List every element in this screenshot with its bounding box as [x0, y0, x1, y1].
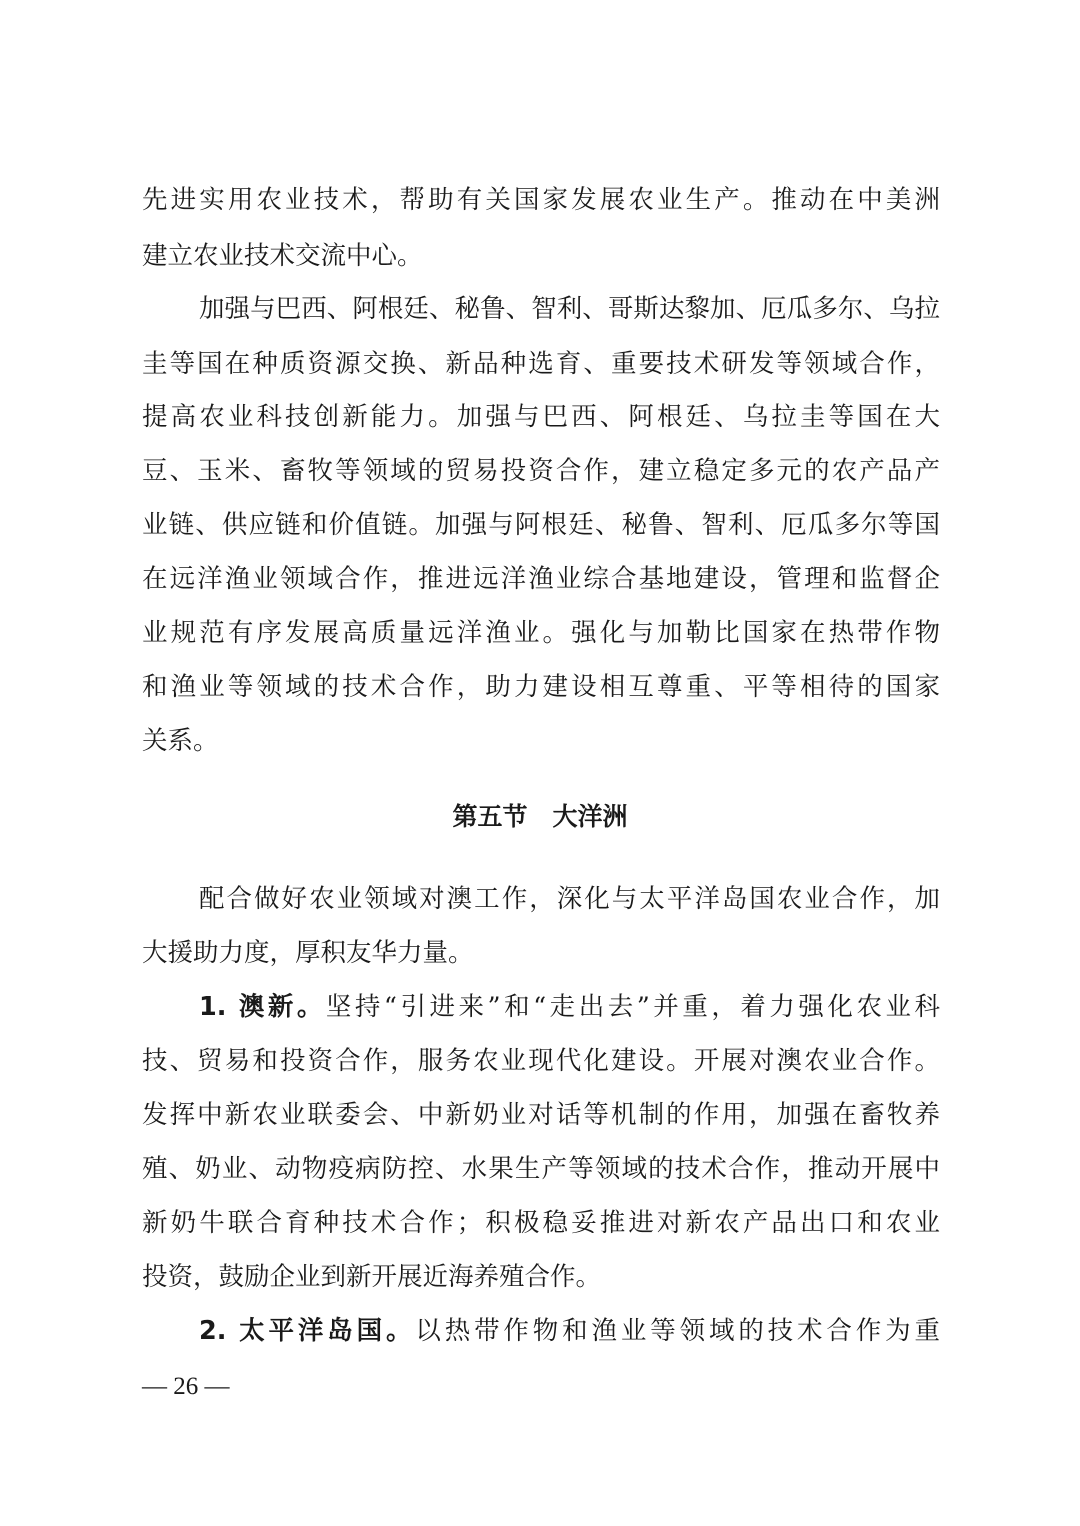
- section-heading: 第五节 大洋洲: [452, 802, 628, 831]
- paragraph-2-line-3: 提高农业科技创新能力。加强与巴西、阿根廷、乌拉圭等国在大: [142, 402, 940, 432]
- item-1-line-6: 投资，鼓励企业到新开展近海养殖合作。: [142, 1262, 602, 1292]
- item-1-line-1: [199, 979, 940, 1035]
- item-1-first-line-text: 坚持“引进来”和“走出去”并重，着力强化农业科: [325, 992, 940, 1022]
- item-2-first-line-text: 以热带作物和渔业等领域的技术合作为重: [415, 1316, 940, 1346]
- paragraph-3-line-1: 配合做好农业领域对澳工作，深化与太平洋岛国农业合作，加: [199, 884, 940, 914]
- item-1-line-3: 发挥中新农业联委会、中新奶业对话等机制的作用，加强在畜牧养: [142, 1100, 940, 1130]
- item-1-line-5: 新奶牛联合育种技术合作；积极稳妥推进对新农产品出口和农业: [142, 1208, 940, 1238]
- paragraph-1-line-1: 先进实用农业技术，帮助有关国家发展农业生产。推动在中美洲: [142, 185, 940, 215]
- paragraph-2-line-5: 业链、供应链和价值链。加强与阿根廷、秘鲁、智利、厄瓜多尔等国: [142, 510, 940, 540]
- item-1-label: 1. 澳新。: [199, 992, 326, 1022]
- paragraph-2-line-4: 豆、玉米、畜牧等领域的贸易投资合作，建立稳定多元的农产品产: [142, 456, 940, 486]
- paragraph-2-line-1: 加强与巴西、阿根廷、秘鲁、智利、哥斯达黎加、厄瓜多尔、乌拉: [199, 294, 940, 324]
- paragraph-2-line-9: 关系。: [142, 726, 219, 756]
- item-2-label: 2. 太平洋岛国。: [199, 1316, 416, 1346]
- paragraph-2-line-6: 在远洋渔业领域合作，推进远洋渔业综合基地建设，管理和监督企: [142, 564, 940, 594]
- paragraph-2-line-8: 和渔业等领域的技术合作，助力建设相互尊重、平等相待的国家: [142, 672, 940, 702]
- paragraph-2-line-2: 圭等国在种质资源交换、新品种选育、重要技术研发等领域合作，: [142, 349, 940, 379]
- paragraph-2-line-7: 业规范有序发展高质量远洋渔业。强化与加勒比国家在热带作物: [142, 618, 940, 648]
- item-1-line-4: 殖、奶业、动物疫病防控、水果生产等领域的技术合作，推动开展中: [142, 1154, 940, 1184]
- item-2-line-1: [199, 1303, 940, 1359]
- page-number: — 26 —: [142, 1373, 230, 1400]
- paragraph-1-line-2: 建立农业技术交流中心。: [142, 241, 423, 271]
- paragraph-3-line-2: 大援助力度，厚积友华力量。: [142, 938, 474, 968]
- item-1-line-2: 技、贸易和投资合作，服务农业现代化建设。开展对澳农业合作。: [142, 1046, 940, 1076]
